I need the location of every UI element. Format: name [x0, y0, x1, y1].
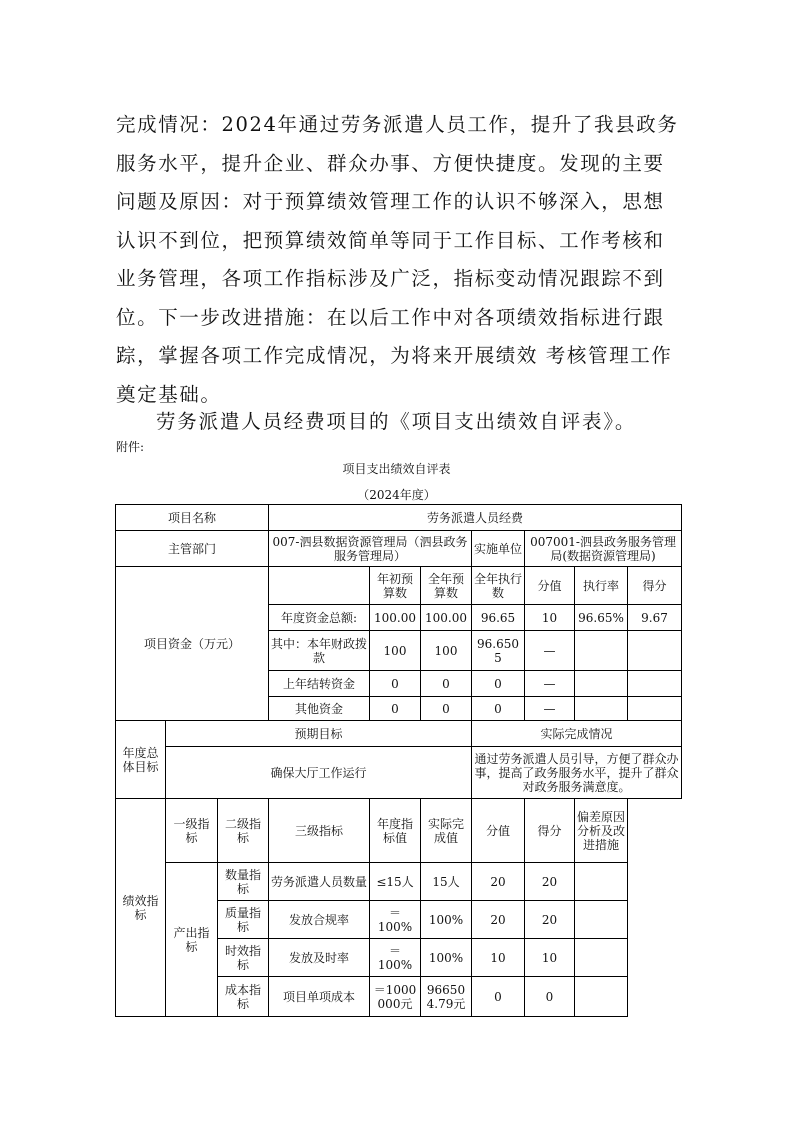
funds-label: 项目资金（万元） — [116, 567, 269, 721]
impl-label: 实施单位 — [472, 531, 525, 567]
funds-header: 分值 — [525, 567, 575, 605]
funds-cell — [628, 631, 682, 671]
indicator-header: 二级指标 — [218, 799, 269, 863]
level3-indicator: 劳务派遣人员数量 — [269, 863, 370, 901]
paragraph-line: 认识不到位，把预算绩效简单等同于工作目标、工作考核和 — [116, 228, 665, 252]
funds-cell: 100.00 — [370, 605, 421, 631]
paragraph-line: 奠定基础。 — [116, 382, 222, 406]
dept-label: 主管部门 — [116, 531, 269, 567]
funds-cell — [628, 671, 682, 697]
indicator-target: ＝1000000元 — [370, 977, 421, 1017]
indicator-score: 20 — [472, 901, 525, 939]
funds-cell — [575, 697, 628, 721]
expected-goal-header: 预期目标 — [166, 721, 472, 747]
paragraph-line: 服务水平，提升企业、群众办事、方便快捷度。发现的主要 — [116, 151, 665, 175]
indicator-actual: 966504.79元 — [421, 977, 472, 1017]
indicator-target: ＝100% — [370, 901, 421, 939]
completion-paragraph — [116, 106, 682, 414]
funds-header: 得分 — [628, 567, 682, 605]
funds-cell: 0 — [472, 697, 525, 721]
funds-cell: 9.67 — [628, 605, 682, 631]
indicator-actual: 100% — [421, 939, 472, 977]
level3-indicator: 项目单项成本 — [269, 977, 370, 1017]
funds-cell: 0 — [370, 671, 421, 697]
paragraph-line: 业务管理，各项工作指标涉及广泛，指标变动情况跟踪不到 — [116, 267, 665, 290]
attachment-reference: 劳务派遣人员经费项目的《项目支出绩效自评表》。 — [156, 410, 637, 433]
funds-header: 全年执行数 — [472, 567, 525, 605]
funds-header-blank — [269, 567, 370, 605]
indicators-label: 绩效指标 — [116, 799, 166, 1017]
performance-table — [115, 504, 682, 1017]
indicator-got: 0 — [525, 977, 575, 1017]
funds-cell: — — [525, 697, 575, 721]
level2-indicator: 时效指标 — [218, 939, 269, 977]
indicator-note — [575, 901, 628, 939]
funds-cell: 100 — [421, 631, 472, 671]
actual-goal-header: 实际完成情况 — [472, 721, 682, 747]
indicator-got: 20 — [525, 863, 575, 901]
indicator-header: 三级指标 — [269, 799, 370, 863]
expected-goal-text: 确保大厅工作运行 — [166, 747, 472, 799]
indicator-note — [575, 977, 628, 1017]
table-year: （2024年度） — [357, 488, 436, 502]
indicator-target: ≤15人 — [370, 863, 421, 901]
funds-cell: 100 — [370, 631, 421, 671]
level1-indicator: 产出指标 — [166, 863, 218, 1017]
level3-indicator: 发放及时率 — [269, 939, 370, 977]
funds-cell: 96.65% — [575, 605, 628, 631]
funds-row-name: 其中：本年财政拨款 — [269, 631, 370, 671]
funds-cell: 96.6505 — [472, 631, 525, 671]
indicator-actual: 15人 — [421, 863, 472, 901]
attachment-label: 附件: — [116, 440, 145, 454]
funds-cell: 0 — [421, 671, 472, 697]
indicator-header: 分值 — [472, 799, 525, 863]
funds-cell: 10 — [525, 605, 575, 631]
paragraph-line: 位。下一步改进措施：在以后工作中对各项绩效指标进行跟 — [116, 305, 665, 329]
funds-cell: — — [525, 631, 575, 671]
indicator-note — [575, 939, 628, 977]
funds-cell: 96.65 — [472, 605, 525, 631]
level2-indicator: 成本指标 — [218, 977, 269, 1017]
annual-goal-label: 年度总体目标 — [116, 721, 166, 799]
table-title: 项目支出绩效自评表 — [342, 462, 451, 476]
indicator-got: 20 — [525, 901, 575, 939]
paragraph-line: 踪，掌握各项工作完成情况，为将来开展绩效 考核管理工作 — [116, 344, 673, 367]
paragraph-line: 完成情况：2024年通过劳务派遣人员工作，提升了我县政务 — [116, 113, 679, 136]
funds-header: 执行率 — [575, 567, 628, 605]
funds-cell: 0 — [421, 697, 472, 721]
dept-value: 007-泗县数据资源管理局（泗县政务服务管理局） — [269, 531, 472, 567]
funds-row-name: 年度资金总额: — [269, 605, 370, 631]
project-name-label: 项目名称 — [116, 505, 269, 531]
paragraph-line: 问题及原因：对于预算绩效管理工作的认识不够深入，思想 — [116, 190, 665, 213]
level3-indicator: 发放合规率 — [269, 901, 370, 939]
indicator-header: 得分 — [525, 799, 575, 863]
funds-cell — [628, 697, 682, 721]
indicator-header: 实际完成值 — [421, 799, 472, 863]
level2-indicator: 数量指标 — [218, 863, 269, 901]
funds-cell: 0 — [370, 697, 421, 721]
indicator-note — [575, 863, 628, 901]
indicator-target: ＝100% — [370, 939, 421, 977]
indicator-header: 偏差原因分析及改进措施 — [575, 799, 628, 863]
indicator-score: 0 — [472, 977, 525, 1017]
actual-goal-text: 通过劳务派遣人员引导，方便了群众办事，提高了政务服务水平，提升了群众对政务服务满意度。 — [472, 747, 682, 799]
funds-header: 全年预算数 — [421, 567, 472, 605]
indicator-header: 一级指标 — [166, 799, 218, 863]
funds-row-name: 其他资金 — [269, 697, 370, 721]
funds-row-name: 上年结转资金 — [269, 671, 370, 697]
funds-cell: 100.00 — [421, 605, 472, 631]
indicator-score: 20 — [472, 863, 525, 901]
funds-cell — [575, 631, 628, 671]
level2-indicator: 质量指标 — [218, 901, 269, 939]
indicator-header: 年度指标值 — [370, 799, 421, 863]
funds-header: 年初预算数 — [370, 567, 421, 605]
impl-value: 007001-泗县政务服务管理局(数据资源管理局) — [525, 531, 682, 567]
indicator-score: 10 — [472, 939, 525, 977]
funds-cell — [575, 671, 628, 697]
indicator-got: 10 — [525, 939, 575, 977]
funds-cell: 0 — [472, 671, 525, 697]
project-name-value: 劳务派遣人员经费 — [269, 505, 682, 531]
funds-cell: — — [525, 671, 575, 697]
indicator-actual: 100% — [421, 901, 472, 939]
